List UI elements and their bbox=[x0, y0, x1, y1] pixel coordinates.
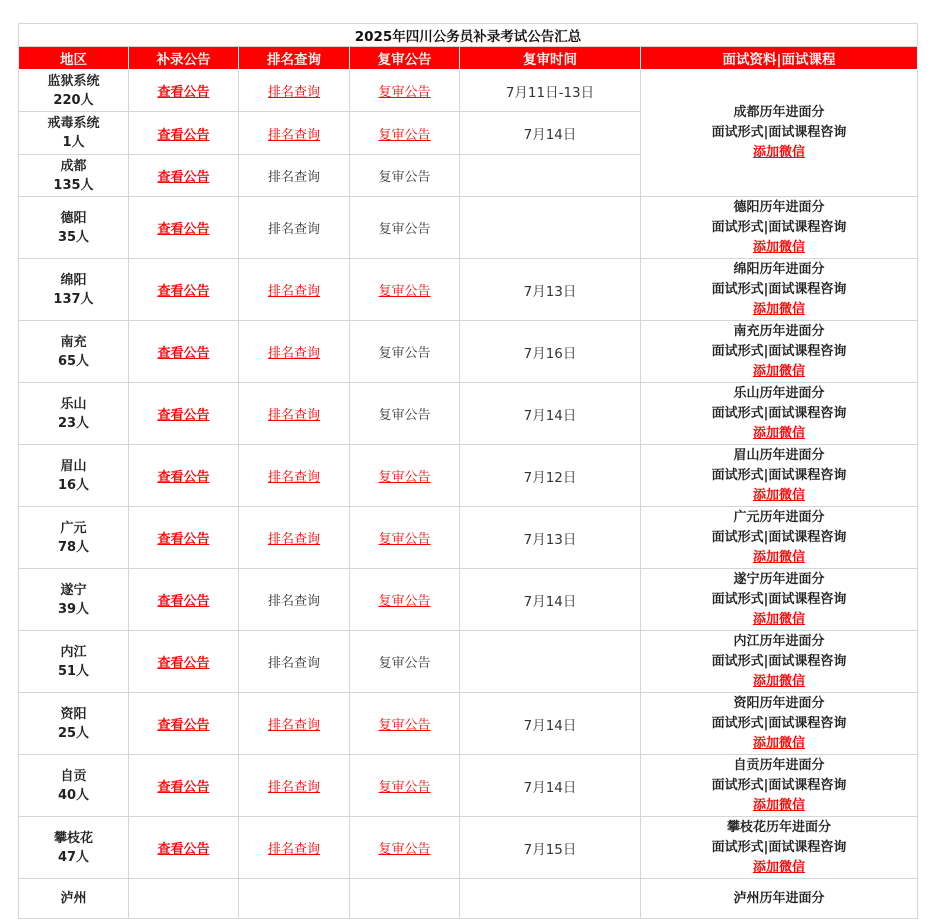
region-cell bbox=[19, 259, 129, 321]
table-row bbox=[19, 321, 918, 383]
review-notice-link[interactable]: 复审公告 bbox=[378, 532, 431, 547]
region-cell bbox=[19, 879, 129, 919]
review-cell bbox=[350, 259, 460, 321]
region-cell bbox=[19, 693, 129, 755]
interview-info-cell bbox=[641, 879, 918, 919]
region-name: 绵阳 bbox=[60, 272, 87, 288]
historic-score-label: 绵阳历年进面分 bbox=[733, 261, 825, 277]
rank-query-link[interactable]: 排名查询 bbox=[267, 346, 320, 361]
table-title: 2025年四川公务员补录考试公告汇总 bbox=[19, 24, 918, 47]
view-notice-link[interactable]: 查看公告 bbox=[157, 170, 210, 185]
table-row bbox=[19, 197, 918, 259]
region-cell bbox=[19, 321, 129, 383]
region-name: 乐山 bbox=[60, 396, 87, 412]
rank-cell bbox=[239, 879, 350, 919]
historic-score-label: 南充历年进面分 bbox=[733, 323, 825, 339]
region-name: 监狱系统 bbox=[47, 73, 100, 89]
interview-consult-label: 面试形式|面试课程咨询 bbox=[711, 777, 847, 793]
notice-cell bbox=[129, 112, 239, 155]
region-count: 1人 bbox=[62, 135, 85, 150]
add-wechat-link[interactable]: 添加微信 bbox=[753, 239, 806, 255]
col-header-rank: 排名查询 bbox=[239, 47, 350, 70]
review-time-cell: 7月14日 bbox=[460, 693, 641, 755]
notice-cell bbox=[129, 879, 239, 919]
rank-cell bbox=[239, 569, 350, 631]
review-cell bbox=[350, 155, 460, 197]
region-name: 遂宁 bbox=[60, 582, 87, 598]
rank-query-link[interactable]: 排名查询 bbox=[267, 718, 320, 733]
notice-cell bbox=[129, 259, 239, 321]
rank-query-link[interactable]: 排名查询 bbox=[267, 127, 320, 143]
region-cell bbox=[19, 631, 129, 693]
table-row bbox=[19, 445, 918, 507]
interview-consult-label: 面试形式|面试课程咨询 bbox=[711, 405, 847, 421]
add-wechat-link[interactable]: 添加微信 bbox=[753, 673, 806, 689]
historic-score-label: 广元历年进面分 bbox=[733, 509, 825, 525]
region-count: 47人 bbox=[57, 849, 90, 865]
rank-query-text: 排名查询 bbox=[267, 594, 320, 609]
rank-cell bbox=[239, 259, 350, 321]
historic-score-label: 成都历年进面分 bbox=[733, 105, 825, 120]
interview-consult-label: 面试形式|面试课程咨询 bbox=[711, 529, 847, 545]
table-body bbox=[19, 70, 918, 919]
add-wechat-row bbox=[641, 610, 917, 630]
historic-score-label: 自贡历年进面分 bbox=[733, 757, 825, 773]
rank-query-link[interactable]: 排名查询 bbox=[267, 532, 320, 547]
review-cell bbox=[350, 755, 460, 817]
review-time-cell: 7月13日 bbox=[460, 259, 641, 321]
review-notice-link[interactable]: 复审公告 bbox=[378, 842, 431, 857]
historic-score-label: 乐山历年进面分 bbox=[733, 385, 825, 401]
add-wechat-row bbox=[641, 796, 917, 816]
historic-score-label: 泸州历年进面分 bbox=[733, 890, 825, 906]
interview-consult-label: 面试形式|面试课程咨询 bbox=[711, 591, 847, 607]
review-cell bbox=[350, 569, 460, 631]
historic-score-label: 德阳历年进面分 bbox=[733, 199, 825, 215]
review-cell bbox=[350, 879, 460, 919]
rank-cell bbox=[239, 445, 350, 507]
table-row bbox=[19, 693, 918, 755]
region-count: 135人 bbox=[53, 177, 94, 193]
rank-cell bbox=[239, 755, 350, 817]
review-time-cell: 7月14日 bbox=[460, 569, 641, 631]
add-wechat-row bbox=[641, 734, 917, 754]
review-notice-text: 复审公告 bbox=[378, 346, 431, 361]
review-cell bbox=[350, 631, 460, 693]
add-wechat-link[interactable]: 添加微信 bbox=[753, 611, 806, 627]
review-notice-text: 复审公告 bbox=[378, 170, 431, 185]
col-header-region: 地区 bbox=[19, 47, 129, 70]
view-notice-link[interactable]: 查看公告 bbox=[157, 594, 210, 609]
add-wechat-row bbox=[641, 672, 917, 692]
review-notice-link[interactable]: 复审公告 bbox=[378, 127, 431, 143]
view-notice-link[interactable]: 查看公告 bbox=[157, 470, 210, 485]
interview-consult-label: 面试形式|面试课程咨询 bbox=[711, 467, 847, 483]
region-count: 65人 bbox=[57, 353, 90, 369]
review-notice-link[interactable]: 复审公告 bbox=[378, 594, 431, 609]
review-notice-text: 复审公告 bbox=[378, 222, 431, 237]
review-time-cell: 7月14日 bbox=[460, 383, 641, 445]
table-row bbox=[19, 507, 918, 569]
historic-score-label: 遂宁历年进面分 bbox=[733, 571, 825, 587]
rank-query-text: 排名查询 bbox=[267, 656, 320, 671]
review-time-cell bbox=[460, 197, 641, 259]
rank-cell bbox=[239, 693, 350, 755]
review-time-cell bbox=[460, 155, 641, 197]
notice-cell bbox=[129, 70, 239, 112]
interview-consult-label: 面试形式|面试课程咨询 bbox=[711, 125, 847, 140]
review-cell bbox=[350, 817, 460, 879]
add-wechat-link[interactable]: 添加微信 bbox=[753, 487, 806, 503]
region-count: 35人 bbox=[57, 229, 90, 245]
add-wechat-row bbox=[641, 858, 917, 878]
region-cell bbox=[19, 383, 129, 445]
col-header-review: 复审公告 bbox=[350, 47, 460, 70]
interview-consult-label: 面试形式|面试课程咨询 bbox=[711, 839, 847, 855]
rank-cell bbox=[239, 507, 350, 569]
historic-score-label: 内江历年进面分 bbox=[733, 633, 825, 649]
region-cell bbox=[19, 112, 129, 155]
rank-cell bbox=[239, 817, 350, 879]
view-notice-link[interactable]: 查看公告 bbox=[157, 780, 210, 795]
table-row bbox=[19, 70, 918, 112]
table-row bbox=[19, 569, 918, 631]
notice-cell bbox=[129, 631, 239, 693]
rank-query-link[interactable]: 排名查询 bbox=[267, 842, 320, 857]
notice-cell bbox=[129, 755, 239, 817]
interview-consult-label: 面试形式|面试课程咨询 bbox=[711, 715, 847, 731]
view-notice-link[interactable]: 查看公告 bbox=[157, 127, 210, 143]
rank-query-text: 排名查询 bbox=[267, 222, 320, 237]
add-wechat-link[interactable]: 添加微信 bbox=[753, 797, 806, 813]
add-wechat-row bbox=[641, 548, 917, 568]
interview-info-cell bbox=[641, 445, 918, 507]
rank-query-link[interactable]: 排名查询 bbox=[267, 284, 320, 299]
region-cell bbox=[19, 755, 129, 817]
region-name: 资阳 bbox=[60, 706, 87, 722]
notice-cell bbox=[129, 693, 239, 755]
review-cell bbox=[350, 693, 460, 755]
table-row bbox=[19, 259, 918, 321]
review-notice-link[interactable]: 复审公告 bbox=[378, 718, 431, 733]
notice-cell bbox=[129, 197, 239, 259]
historic-score-label: 眉山历年进面分 bbox=[733, 447, 825, 463]
interview-info-cell bbox=[641, 631, 918, 693]
notice-cell bbox=[129, 383, 239, 445]
review-time-cell bbox=[460, 631, 641, 693]
review-notice-link[interactable]: 复审公告 bbox=[378, 85, 431, 100]
add-wechat-link[interactable]: 添加微信 bbox=[753, 425, 806, 441]
table-row bbox=[19, 755, 918, 817]
notice-cell bbox=[129, 155, 239, 197]
region-count: 23人 bbox=[57, 415, 90, 431]
notice-cell bbox=[129, 817, 239, 879]
historic-score-label: 资阳历年进面分 bbox=[733, 695, 825, 711]
header-row bbox=[19, 47, 918, 70]
region-name: 眉山 bbox=[60, 458, 87, 474]
add-wechat-row bbox=[641, 238, 917, 258]
view-notice-link[interactable]: 查看公告 bbox=[157, 346, 210, 361]
rank-cell bbox=[239, 70, 350, 112]
rank-cell bbox=[239, 321, 350, 383]
add-wechat-row bbox=[641, 486, 917, 506]
announcement-table bbox=[18, 23, 918, 919]
interview-consult-label: 面试形式|面试课程咨询 bbox=[711, 219, 847, 235]
add-wechat-link[interactable]: 添加微信 bbox=[753, 735, 806, 751]
interview-info-cell bbox=[641, 197, 918, 259]
review-cell bbox=[350, 445, 460, 507]
review-cell bbox=[350, 70, 460, 112]
view-notice-link[interactable]: 查看公告 bbox=[157, 408, 210, 423]
interview-info-cell bbox=[641, 70, 918, 197]
rank-query-link[interactable]: 排名查询 bbox=[267, 85, 320, 100]
view-notice-link[interactable]: 查看公告 bbox=[157, 842, 210, 857]
region-name: 泸州 bbox=[60, 891, 87, 906]
view-notice-link[interactable]: 查看公告 bbox=[157, 718, 210, 733]
review-time-cell: 7月15日 bbox=[460, 817, 641, 879]
notice-cell bbox=[129, 569, 239, 631]
rank-cell bbox=[239, 631, 350, 693]
interview-consult-label: 面试形式|面试课程咨询 bbox=[711, 653, 847, 669]
historic-score-label: 攀枝花历年进面分 bbox=[727, 819, 832, 835]
region-cell bbox=[19, 70, 129, 112]
rank-cell bbox=[239, 155, 350, 197]
rank-query-link[interactable]: 排名查询 bbox=[267, 470, 320, 485]
add-wechat-link[interactable]: 添加微信 bbox=[753, 301, 806, 317]
review-time-cell: 7月16日 bbox=[460, 321, 641, 383]
col-header-review-time: 复审时间 bbox=[460, 47, 641, 70]
region-count: 51人 bbox=[57, 663, 90, 679]
review-notice-text: 复审公告 bbox=[378, 408, 431, 423]
rank-query-text: 排名查询 bbox=[267, 170, 320, 185]
interview-consult-label: 面试形式|面试课程咨询 bbox=[711, 343, 847, 359]
review-notice-link[interactable]: 复审公告 bbox=[378, 470, 431, 485]
review-time-cell: 7月13日 bbox=[460, 507, 641, 569]
rank-query-link[interactable]: 排名查询 bbox=[267, 780, 320, 795]
region-name: 广元 bbox=[60, 520, 87, 536]
view-notice-link[interactable]: 查看公告 bbox=[157, 284, 210, 299]
region-count: 40人 bbox=[57, 787, 90, 803]
table-row bbox=[19, 631, 918, 693]
region-name: 德阳 bbox=[60, 210, 87, 226]
region-name: 攀枝花 bbox=[53, 830, 93, 846]
add-wechat-link[interactable]: 添加微信 bbox=[753, 549, 806, 565]
add-wechat-row bbox=[641, 424, 917, 444]
notice-cell bbox=[129, 445, 239, 507]
title-row bbox=[19, 24, 918, 47]
region-name: 成都 bbox=[60, 158, 87, 174]
review-time-cell: 7月14日 bbox=[460, 755, 641, 817]
interview-info-cell bbox=[641, 569, 918, 631]
col-header-interview: 面试资料|面试课程 bbox=[641, 47, 918, 70]
table-row bbox=[19, 879, 918, 919]
interview-info-cell bbox=[641, 383, 918, 445]
interview-info-cell bbox=[641, 693, 918, 755]
interview-consult-label: 面试形式|面试课程咨询 bbox=[711, 281, 847, 297]
region-cell bbox=[19, 507, 129, 569]
interview-info-cell bbox=[641, 259, 918, 321]
view-notice-link[interactable]: 查看公告 bbox=[157, 532, 210, 547]
rank-query-link[interactable]: 排名查询 bbox=[267, 408, 320, 423]
region-cell bbox=[19, 817, 129, 879]
add-wechat-row bbox=[641, 362, 917, 382]
review-notice-link[interactable]: 复审公告 bbox=[378, 284, 431, 299]
region-count: 220人 bbox=[53, 92, 94, 108]
view-notice-link[interactable]: 查看公告 bbox=[157, 85, 210, 100]
add-wechat-link[interactable]: 添加微信 bbox=[753, 859, 806, 875]
notice-cell bbox=[129, 321, 239, 383]
add-wechat-row bbox=[641, 300, 917, 320]
review-time-cell: 7月12日 bbox=[460, 445, 641, 507]
review-cell bbox=[350, 197, 460, 259]
review-cell bbox=[350, 112, 460, 155]
region-name: 内江 bbox=[60, 644, 87, 660]
region-name: 自贡 bbox=[60, 768, 87, 784]
add-wechat-link[interactable]: 添加微信 bbox=[753, 145, 806, 160]
region-count: 39人 bbox=[57, 601, 90, 617]
review-cell bbox=[350, 383, 460, 445]
review-time-cell bbox=[460, 879, 641, 919]
review-notice-text: 复审公告 bbox=[378, 656, 431, 671]
add-wechat-row bbox=[641, 143, 917, 163]
add-wechat-link[interactable]: 添加微信 bbox=[753, 363, 806, 379]
review-cell bbox=[350, 507, 460, 569]
review-notice-link[interactable]: 复审公告 bbox=[378, 780, 431, 795]
region-cell bbox=[19, 569, 129, 631]
review-cell bbox=[350, 321, 460, 383]
view-notice-link[interactable]: 查看公告 bbox=[157, 222, 210, 237]
region-name: 南充 bbox=[60, 334, 87, 350]
region-name: 戒毒系统 bbox=[47, 116, 100, 131]
region-cell bbox=[19, 155, 129, 197]
interview-info-cell bbox=[641, 321, 918, 383]
rank-cell bbox=[239, 112, 350, 155]
review-time-cell: 7月11日-13日 bbox=[460, 70, 641, 112]
rank-cell bbox=[239, 197, 350, 259]
view-notice-link[interactable]: 查看公告 bbox=[157, 656, 210, 671]
region-count: 78人 bbox=[57, 539, 90, 555]
interview-info-cell bbox=[641, 755, 918, 817]
table-row bbox=[19, 817, 918, 879]
col-header-notice: 补录公告 bbox=[129, 47, 239, 70]
notice-cell bbox=[129, 507, 239, 569]
table-row bbox=[19, 383, 918, 445]
review-time-cell: 7月14日 bbox=[460, 112, 641, 155]
region-count: 137人 bbox=[53, 291, 94, 307]
region-count: 16人 bbox=[57, 477, 90, 493]
interview-info-cell bbox=[641, 817, 918, 879]
page-wrapper bbox=[18, 23, 917, 919]
region-cell bbox=[19, 445, 129, 507]
interview-info-cell bbox=[641, 507, 918, 569]
rank-cell bbox=[239, 383, 350, 445]
region-cell bbox=[19, 197, 129, 259]
region-count: 25人 bbox=[57, 725, 90, 741]
